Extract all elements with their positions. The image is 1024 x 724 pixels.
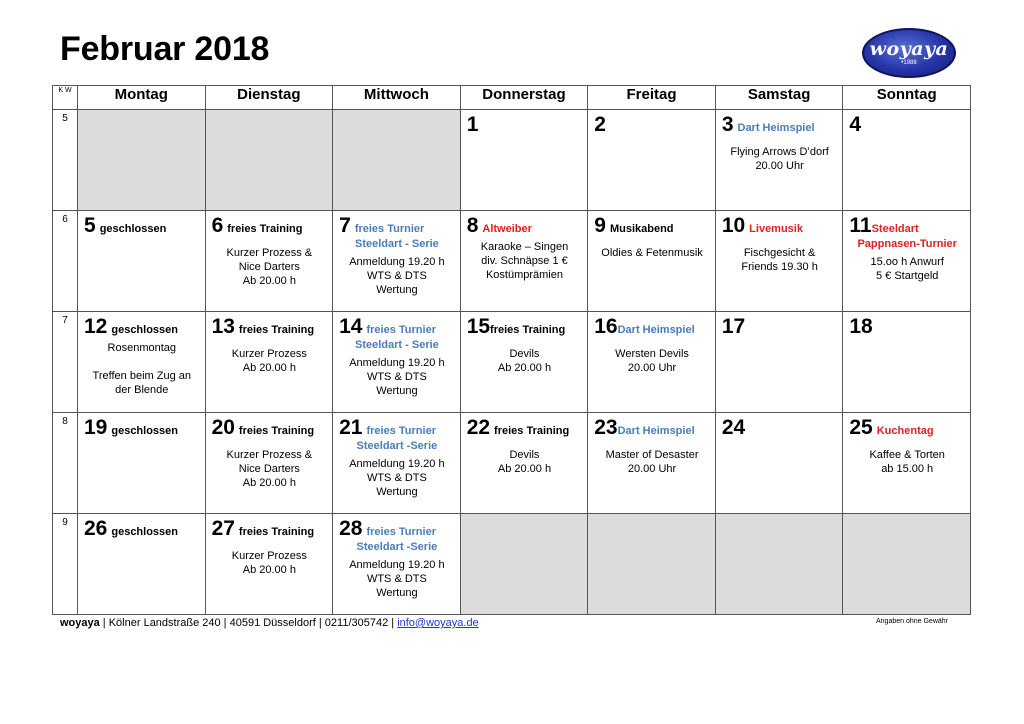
day-number: 21 (339, 416, 363, 439)
event-detail-line: Wertung (376, 486, 418, 498)
event-detail-line: der Blende (115, 384, 169, 396)
day-number: 8 (466, 214, 479, 237)
event-details (339, 356, 455, 398)
day-number: 27 (211, 517, 235, 540)
event-subtitle: Pappnasen-Turnier (857, 238, 957, 250)
event-detail-line: Ab 20.00 h (497, 463, 552, 475)
calendar-day-cell (843, 312, 971, 413)
event-detail-line: ab 15.00 h (881, 463, 934, 475)
event-detail-line: Wersten Devils (615, 348, 689, 360)
event-detail-line: Kurzer Prozess (231, 348, 307, 360)
day-header (467, 113, 583, 137)
event-detail-line: Ab 20.00 h (242, 362, 296, 374)
footer-disclaimer: Angaben ohne Gewähr (876, 618, 948, 625)
week-number: 9 (53, 514, 78, 615)
footer-email-link[interactable]: info@woyaya.de (397, 617, 479, 629)
event-title: freies Turnier (366, 324, 436, 336)
week-number: 5 (53, 110, 78, 211)
day-header (849, 113, 965, 137)
event-detail-line: Ab 20.00 h (242, 477, 296, 489)
day-header (84, 315, 200, 339)
event-detail-line: Anmeldung 19.20 h (349, 458, 445, 470)
event-title: geschlossen (99, 223, 167, 235)
calendar-day-cell (588, 312, 716, 413)
calendar-day-cell (205, 413, 333, 514)
empty-day-cell (843, 514, 971, 615)
woyaya-logo (862, 28, 956, 78)
calendar-header-row (53, 86, 971, 110)
event-details (594, 448, 710, 476)
calendar-week-row (53, 514, 971, 615)
day-header (339, 416, 455, 440)
event-title: freies Training (238, 526, 315, 538)
calendar-day-cell (460, 312, 588, 413)
empty-day-cell (460, 514, 588, 615)
day-header (84, 517, 200, 541)
event-detail-line: 15.oo h Anwurf (870, 256, 944, 268)
event-details (339, 558, 455, 600)
event-detail-line: Nice Darters (238, 463, 300, 475)
day-header (722, 113, 838, 137)
event-detail-line: 20.00 Uhr (627, 362, 677, 374)
event-detail-line: Ab 20.00 h (242, 275, 296, 287)
event-details (467, 240, 583, 282)
calendar-day-cell (843, 211, 971, 312)
calendar-day-cell (333, 413, 461, 514)
event-detail-line: Flying Arrows D’dorf (730, 146, 829, 158)
event-title: geschlossen (111, 526, 178, 538)
calendar-week-row (53, 413, 971, 514)
day-number: 1 (466, 113, 479, 136)
event-details (212, 246, 328, 288)
day-number: 23 (594, 416, 618, 439)
event-detail-line: Friends 19.30 h (741, 261, 818, 273)
day-header (594, 315, 710, 339)
calendar-day-cell (715, 211, 843, 312)
day-number: 12 (84, 315, 108, 338)
logo-wordmark: woyaya (869, 37, 949, 60)
day-header (467, 315, 583, 339)
event-detail-line: 20.00 Uhr (755, 160, 804, 172)
calendar-day-cell (715, 110, 843, 211)
event-detail-line: Anmeldung 19.20 h (349, 357, 445, 369)
calendar-day-cell (78, 413, 206, 514)
event-title: freies Training (238, 425, 315, 437)
event-title: Livemusik (749, 223, 803, 235)
event-detail-line: Wertung (376, 284, 418, 296)
calendar-week-row (53, 211, 971, 312)
footer-address-text: | Kölner Landstraße 240 | 40591 Düsseldorf | 0211/305742 | (99, 617, 398, 629)
day-number: 15 (466, 315, 491, 338)
calendar-day-cell (715, 312, 843, 413)
day-header (212, 416, 328, 440)
event-detail-line: Kaffee & Torten (869, 449, 945, 461)
empty-day-cell (588, 514, 716, 615)
event-detail-line (84, 355, 200, 369)
event-title: Dart Heimspiel (737, 122, 815, 134)
event-detail-line: Treffen beim Zug an (92, 370, 191, 382)
event-detail-line: 5 € Startgeld (876, 270, 939, 282)
day-number: 13 (211, 315, 235, 338)
event-title: Altweiber (482, 223, 532, 235)
day-header (84, 416, 200, 440)
calendar-day-cell (78, 514, 206, 615)
event-title: Steeldart (871, 223, 919, 235)
day-number: 18 (849, 315, 873, 338)
day-number: 3 (721, 113, 734, 136)
event-detail-line: Devils (509, 449, 540, 461)
event-detail-line: Kurzer Prozess & (226, 247, 313, 259)
event-detail-line: WTS & DTS (366, 371, 427, 383)
calendar-day-cell (588, 110, 716, 211)
week-number: 6 (53, 211, 78, 312)
day-number: 11 (849, 214, 872, 237)
empty-day-cell (205, 110, 333, 211)
weekday-header-tuesday: Dienstag (205, 86, 333, 110)
day-header (467, 214, 583, 238)
day-number: 16 (594, 315, 618, 338)
event-detail-line: Ab 20.00 h (242, 564, 296, 576)
day-header (84, 214, 200, 238)
empty-day-cell (715, 514, 843, 615)
event-title: freies Training (238, 324, 315, 336)
day-number: 25 (849, 416, 873, 439)
day-header (339, 315, 455, 339)
day-header (594, 113, 710, 137)
event-detail-line: 20.00 Uhr (627, 463, 677, 475)
event-detail-line: Karaoke – Singen (480, 241, 569, 253)
event-title: Kuchentag (876, 425, 934, 437)
event-detail-line: Kostümprämien (485, 269, 563, 281)
day-header (212, 214, 328, 238)
day-header (212, 517, 328, 541)
calendar-day-cell (205, 312, 333, 413)
calendar-day-cell (333, 514, 461, 615)
event-detail-line: Nice Darters (238, 261, 300, 273)
event-detail-line: Devils (509, 348, 540, 360)
event-details (212, 549, 328, 577)
day-header (594, 214, 710, 238)
event-detail-line: WTS & DTS (366, 573, 427, 585)
calendar-day-cell (205, 211, 333, 312)
day-header (339, 517, 455, 541)
day-number: 17 (721, 315, 746, 338)
day-number: 20 (211, 416, 235, 439)
event-details (84, 341, 200, 397)
week-number: 7 (53, 312, 78, 413)
calendar-day-cell (78, 211, 206, 312)
event-detail-line: Rosenmontag (107, 342, 177, 354)
week-number-header: K W (53, 86, 78, 110)
weekday-header-saturday: Samstag (715, 86, 843, 110)
calendar-day-cell (715, 413, 843, 514)
event-subtitle: Steeldart -Serie (356, 440, 438, 452)
calendar-day-cell (460, 413, 588, 514)
day-header (849, 416, 965, 440)
calendar-day-cell (460, 211, 588, 312)
event-subtitle: Steeldart - Serie (355, 238, 439, 250)
event-title: freies Training (490, 324, 566, 336)
event-details (849, 255, 965, 283)
weekday-header-friday: Freitag (588, 86, 716, 110)
event-title: freies Turnier (366, 526, 436, 538)
event-detail-line: Fischgesicht & (743, 247, 816, 259)
calendar-day-cell (460, 110, 588, 211)
event-details (339, 457, 455, 499)
event-details (212, 448, 328, 490)
day-header (722, 416, 838, 440)
day-number: 10 (721, 214, 746, 237)
weekday-header-thursday: Donnerstag (460, 86, 588, 110)
day-number: 14 (339, 315, 363, 338)
event-subtitle: Steeldart - Serie (355, 339, 439, 351)
event-title: freies Turnier (354, 223, 425, 235)
empty-day-cell (78, 110, 206, 211)
logo-year: •1988 (901, 59, 917, 66)
event-details (212, 347, 328, 375)
event-details (339, 255, 455, 297)
event-title: freies Turnier (366, 425, 436, 437)
day-number: 9 (594, 214, 606, 237)
day-header (594, 416, 710, 440)
event-detail-line: div. Schnäpse 1 € (481, 255, 568, 267)
event-details (849, 448, 965, 476)
event-detail-line: Anmeldung 19.20 h (349, 256, 445, 268)
event-details (594, 347, 710, 375)
event-title: geschlossen (111, 324, 178, 336)
event-title: Dart Heimspiel (617, 425, 695, 437)
event-details (722, 246, 838, 274)
event-details (467, 448, 583, 476)
day-number: 5 (84, 214, 96, 237)
footer-brand: woyaya (60, 617, 100, 629)
calendar-day-cell (78, 312, 206, 413)
event-subtitle: Steeldart -Serie (356, 541, 438, 553)
event-detail-line: Kurzer Prozess & (226, 449, 313, 461)
event-detail-line: Anmeldung 19.20 h (349, 559, 445, 571)
calendar-day-cell (333, 211, 461, 312)
calendar-day-cell (843, 110, 971, 211)
calendar-week-row (53, 110, 971, 211)
day-header (467, 416, 583, 440)
day-number: 22 (466, 416, 491, 439)
calendar-table (52, 85, 971, 615)
calendar-week-row (53, 312, 971, 413)
event-detail-line: WTS & DTS (366, 472, 427, 484)
day-header (339, 214, 455, 238)
footer-address (60, 617, 479, 629)
week-number: 8 (53, 413, 78, 514)
calendar-day-cell (333, 312, 461, 413)
day-number: 4 (849, 113, 862, 136)
event-detail-line: Kurzer Prozess (231, 550, 307, 562)
page-title: Februar 2018 (60, 30, 270, 68)
calendar-day-cell (843, 413, 971, 514)
calendar-day-cell (588, 211, 716, 312)
event-title: freies Training (227, 223, 303, 235)
event-title: Dart Heimspiel (617, 324, 695, 336)
day-header (849, 315, 965, 339)
day-number: 28 (339, 517, 363, 540)
weekday-header-wednesday: Mittwoch (333, 86, 461, 110)
event-detail-line: Oldies & Fetenmusik (601, 247, 703, 259)
day-header (722, 214, 838, 238)
day-number: 2 (594, 113, 606, 136)
day-number: 19 (84, 416, 108, 439)
day-number: 24 (721, 416, 746, 439)
event-detail-line: Wertung (376, 385, 418, 397)
empty-day-cell (333, 110, 461, 211)
event-detail-line: Master of Desaster (605, 449, 699, 461)
event-title: Musikabend (609, 223, 674, 235)
event-detail-line: WTS & DTS (366, 270, 427, 282)
event-detail-line: Ab 20.00 h (497, 362, 552, 374)
weekday-header-monday: Montag (78, 86, 206, 110)
day-header (212, 315, 328, 339)
calendar-day-cell (205, 514, 333, 615)
calendar-day-cell (588, 413, 716, 514)
day-header (722, 315, 838, 339)
day-number: 7 (339, 214, 351, 237)
event-title: geschlossen (111, 425, 178, 437)
day-number: 6 (211, 214, 224, 237)
event-details (722, 145, 838, 173)
day-number: 26 (84, 517, 108, 540)
weekday-header-sunday: Sonntag (843, 86, 971, 110)
event-details (467, 347, 583, 375)
day-header (849, 214, 965, 238)
event-title: freies Training (494, 425, 570, 437)
event-detail-line: Wertung (376, 587, 418, 599)
event-details (594, 246, 710, 260)
